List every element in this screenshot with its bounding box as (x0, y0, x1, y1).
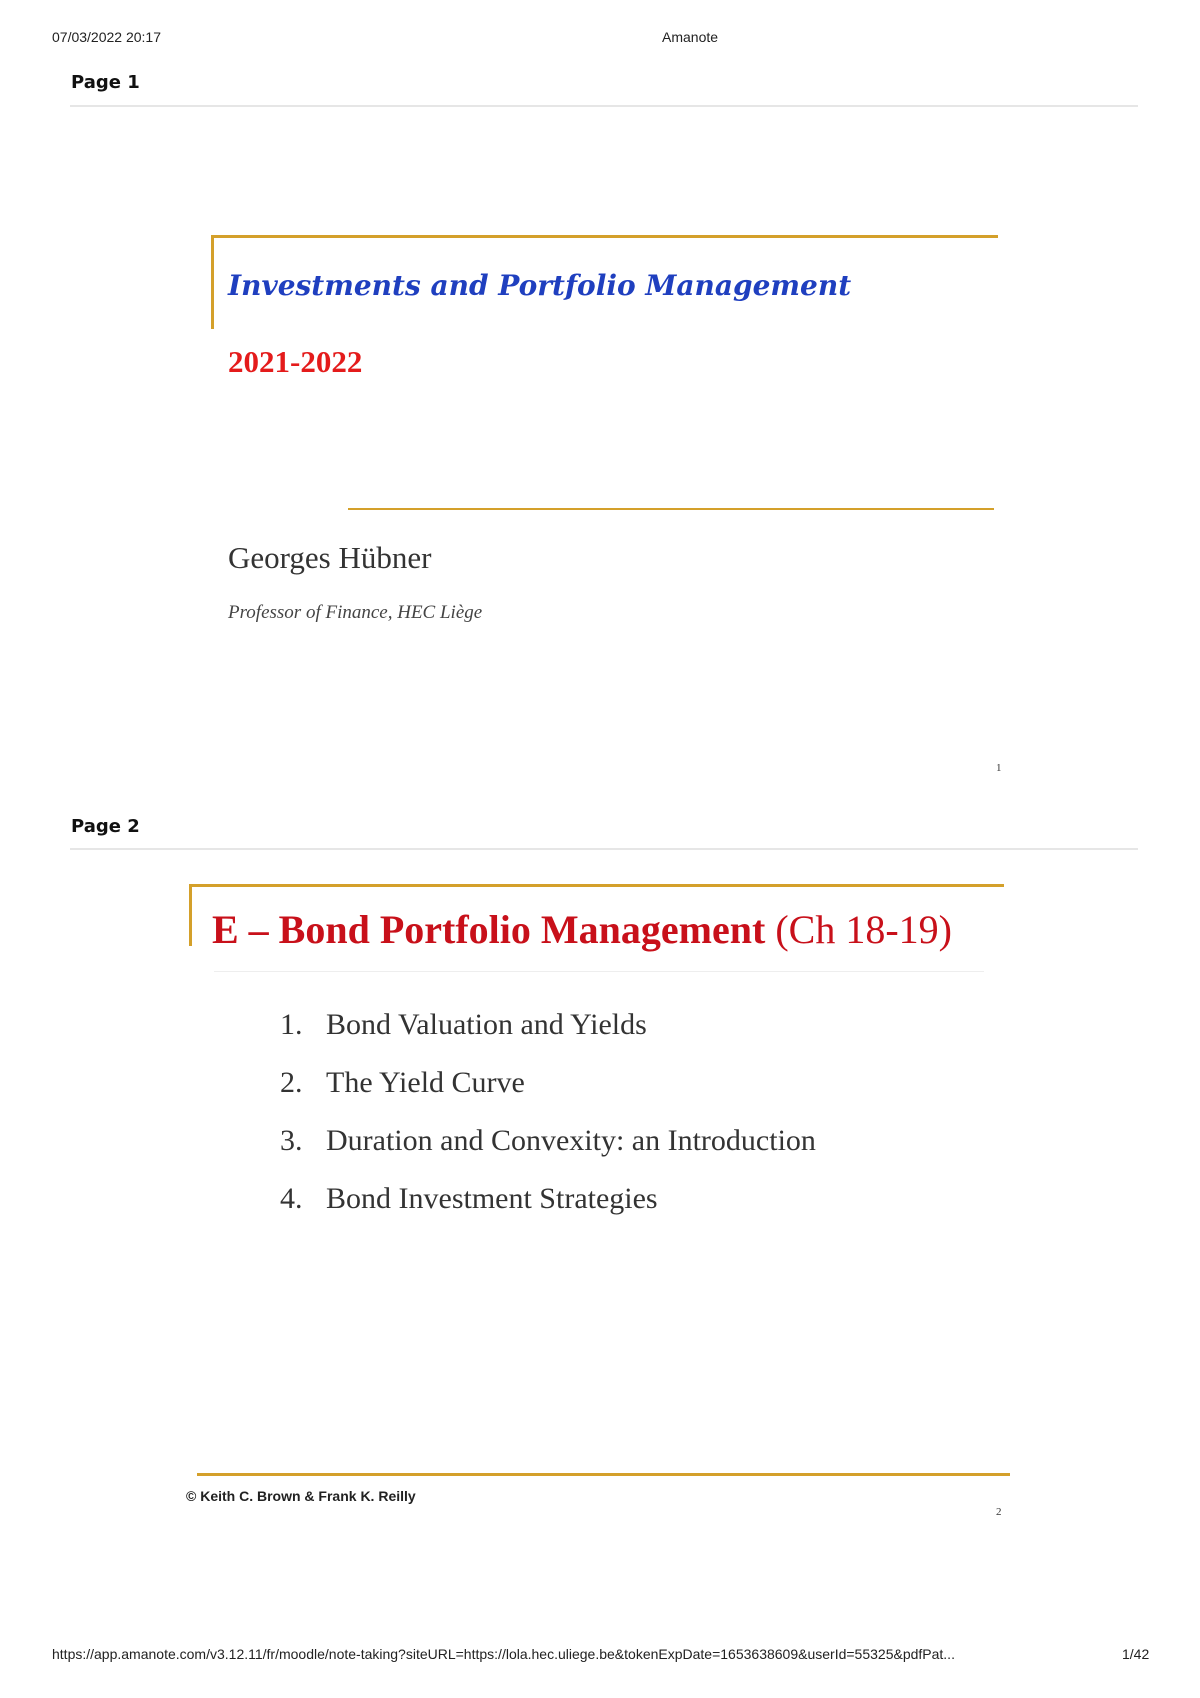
page-separator-1 (70, 105, 1138, 107)
slide-1-role: Professor of Finance, HEC Liège (228, 602, 483, 623)
slide-1-author: Georges Hübner (228, 540, 432, 575)
print-site-title: Amanote (662, 29, 719, 45)
list-item-number: 1. (280, 1008, 303, 1041)
page-separator-2 (70, 848, 1138, 850)
list-item (280, 1008, 816, 1066)
list-item-text: The Yield Curve (326, 1066, 525, 1099)
print-page-indicator: 1/42 (1122, 1646, 1150, 1662)
list-item (280, 1124, 816, 1182)
slide-2-copyright: © Keith C. Brown & Frank K. Reilly (186, 1488, 416, 1504)
slide-2-left-rule (189, 884, 192, 946)
slide-2-title-underline (214, 971, 984, 972)
slide-1-left-rule (211, 235, 214, 329)
slide-2-topic-list (280, 1008, 816, 1240)
slide-2-title (212, 906, 952, 953)
slide-1-year: 2021-2022 (228, 344, 363, 379)
list-item-text: Duration and Convexity: an Introduction (326, 1124, 816, 1157)
list-item (280, 1182, 816, 1240)
page-label-2: Page 2 (71, 816, 140, 837)
list-item-number: 2. (280, 1066, 303, 1099)
slide-2-title-chapters: (Ch 18-19) (765, 907, 952, 952)
slide-1-number: 1 (996, 762, 1002, 774)
list-item (280, 1066, 816, 1124)
page-label-1: Page 1 (71, 72, 140, 93)
slide-1-title: Investments and Portfolio Management (228, 269, 852, 302)
slide-2-bottom-rule (197, 1473, 1010, 1476)
slide-1-mid-rule (348, 508, 994, 510)
list-item-text: Bond Investment Strategies (326, 1182, 658, 1215)
list-item-number: 4. (280, 1182, 303, 1215)
print-datetime: 07/03/2022 20:17 (52, 29, 161, 45)
list-item-text: Bond Valuation and Yields (326, 1008, 647, 1041)
slide-2-top-rule (189, 884, 1004, 887)
list-item-number: 3. (280, 1124, 303, 1157)
slide-2-number: 2 (996, 1506, 1002, 1518)
slide-1-top-rule (211, 235, 998, 238)
slide-2-title-main: E – Bond Portfolio Management (212, 907, 766, 952)
print-url: https://app.amanote.com/v3.12.11/fr/moodle/note-taking?siteURL=https://lola.hec.uliege.be&tokenExpDate=1653638609&userId=55325&pdfPat... (52, 1646, 955, 1662)
